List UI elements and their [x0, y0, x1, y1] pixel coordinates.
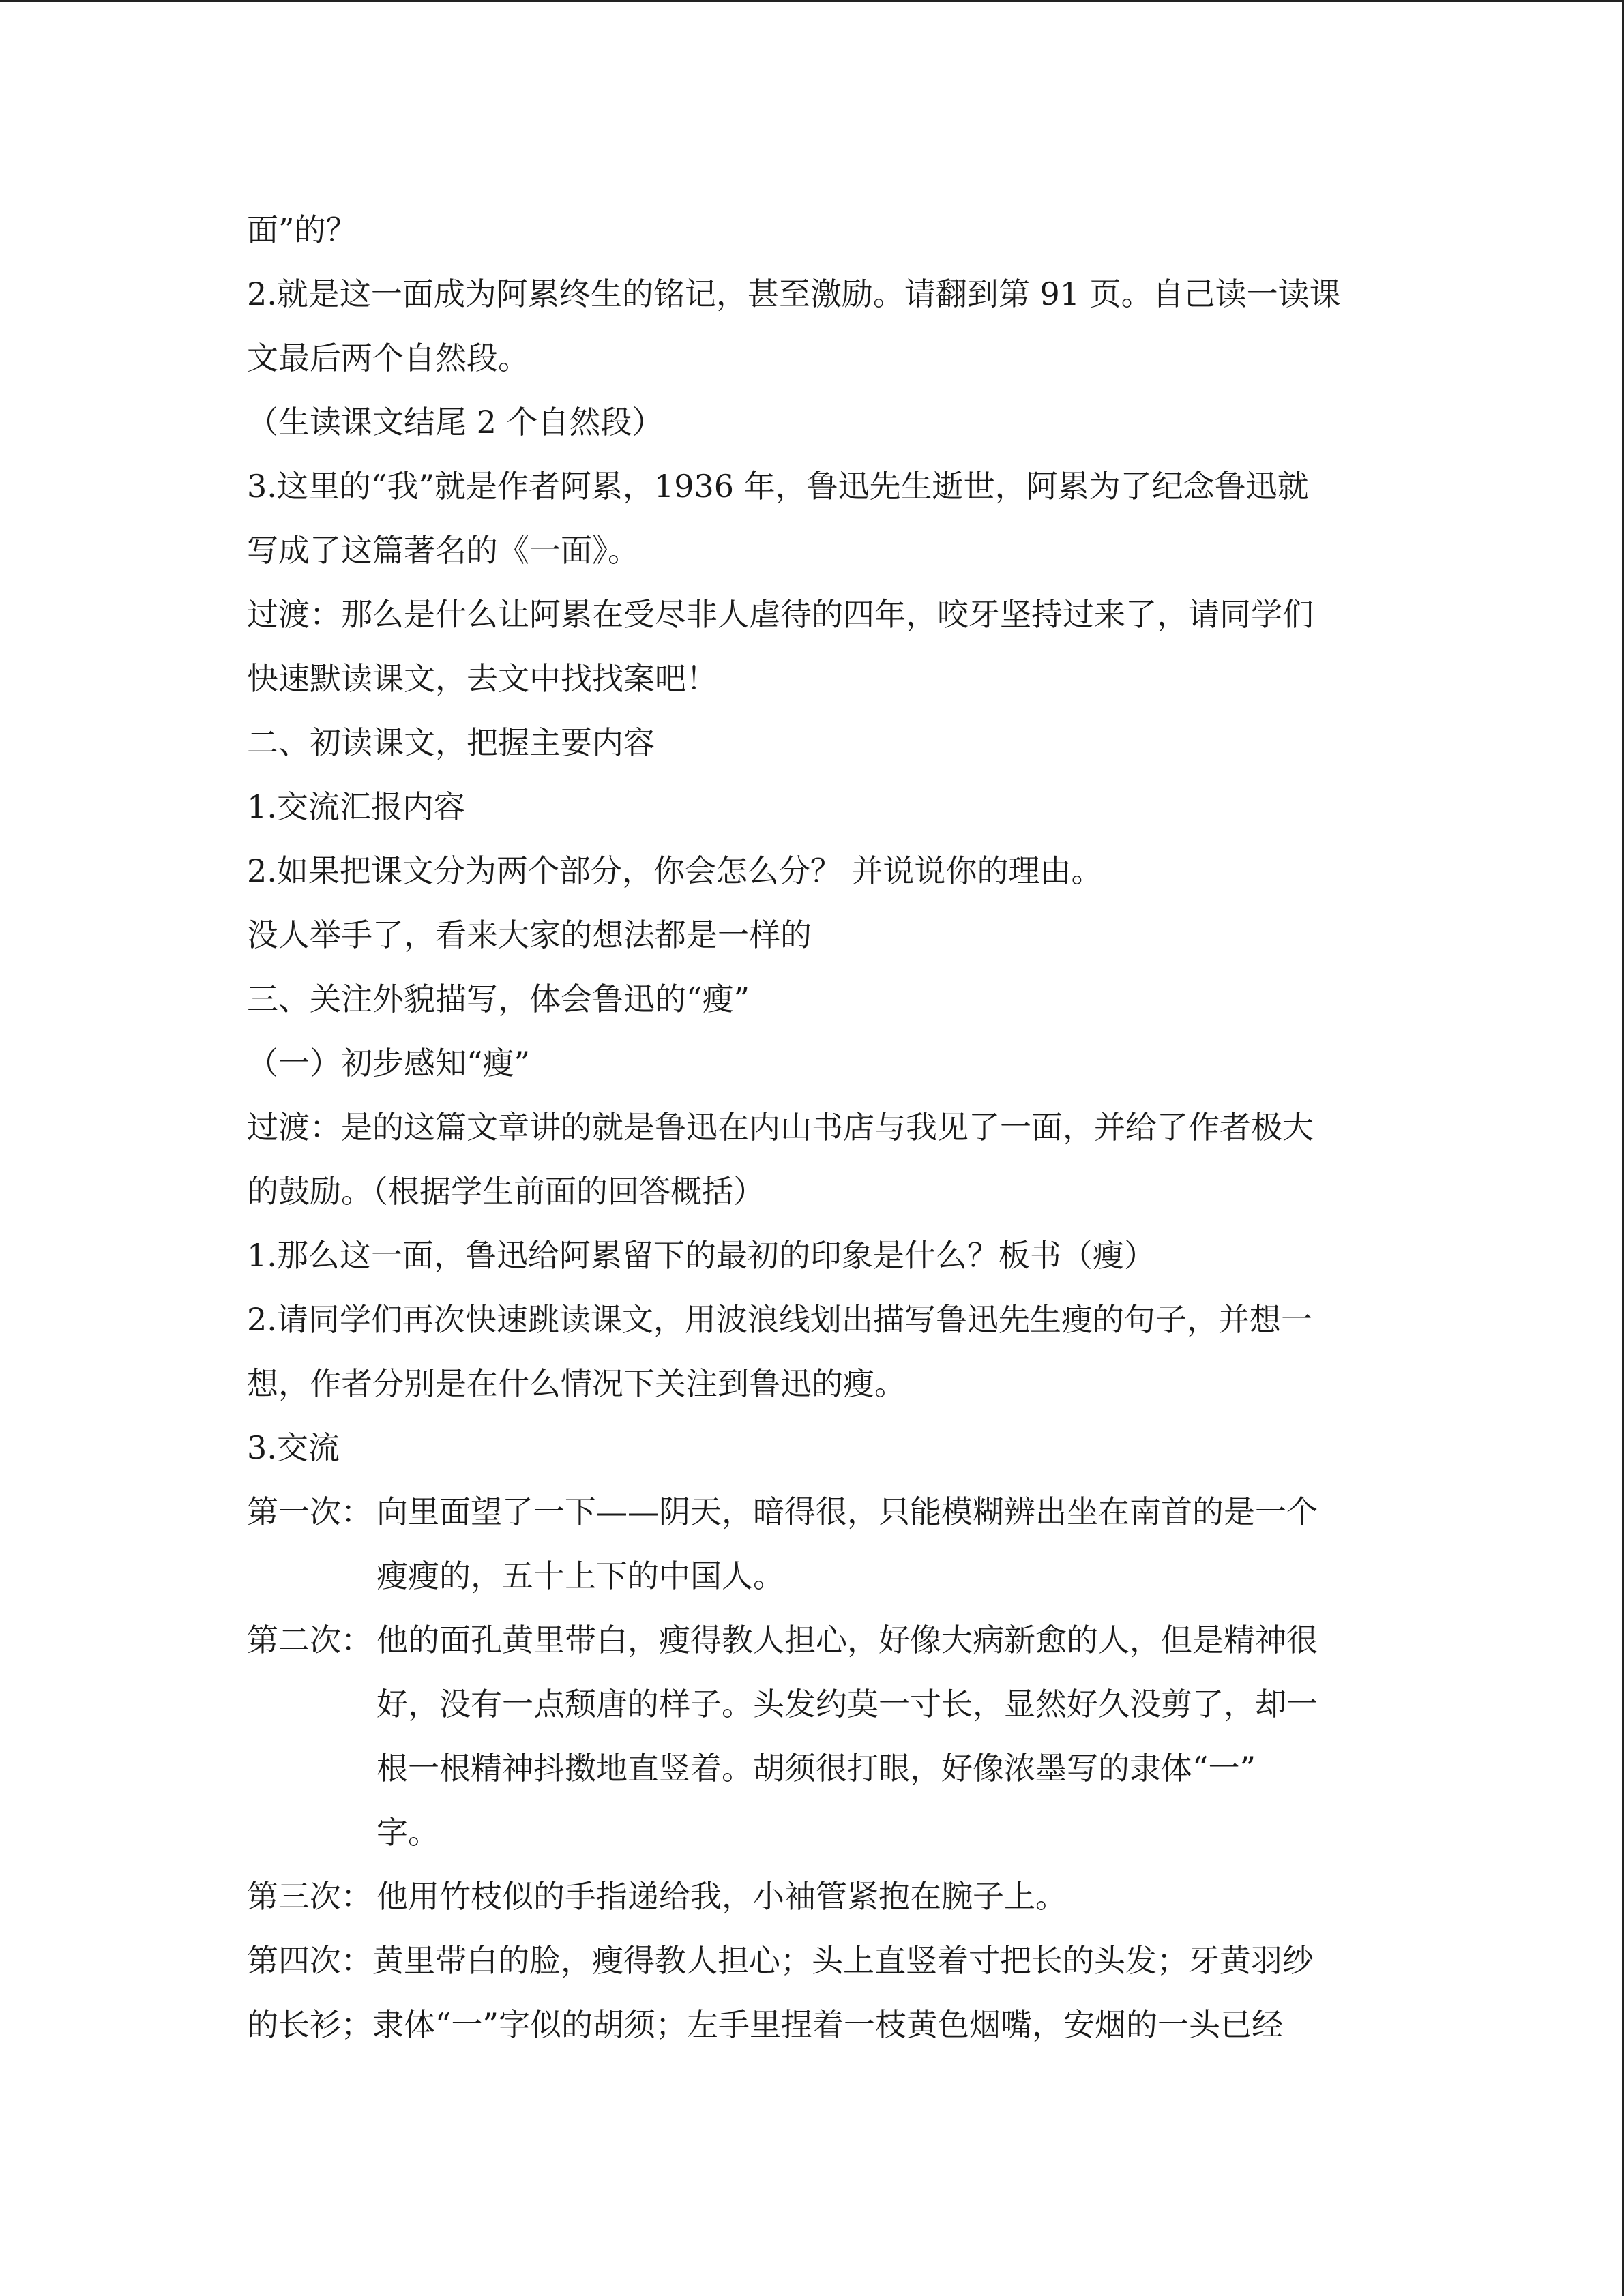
text-line: 写成了这篇著名的《一面》。 [247, 532, 639, 569]
quote-second [247, 1608, 1379, 1864]
text-line: 1.交流汇报内容 [247, 788, 465, 825]
text-line: 1.那么这一面，鲁迅给阿累留下的最初的印象是什么？板书（瘦） [247, 1237, 1155, 1274]
quote-body [377, 1480, 1379, 1608]
text-line: （生读课文结尾 2 个自然段） [247, 404, 664, 441]
text-line: 过渡：那么是什么让阿累在受尽非人虐待的四年，咬牙坚持过来了，请同学们 [247, 596, 1314, 633]
text-line: 面”的？ [247, 211, 357, 248]
text-line: 2.请同学们再次快速跳读课文，用波浪线划出描写鲁迅先生瘦的句子，并想一 [247, 1301, 1312, 1338]
text-line: 快速默读课文，去文中找找案吧！ [247, 660, 718, 697]
quote-line: 向里面望了一下——阴天，暗得很，只能模糊辨出坐在南首的是一个 [377, 1493, 1318, 1530]
quote-line: 他的面孔黄里带白，瘦得教人担心，好像大病新愈的人，但是精神很 [377, 1622, 1318, 1658]
quote-first [247, 1480, 1379, 1608]
quote-label: 第一次： [247, 1493, 372, 1530]
section-heading: 二、初读课文，把握主要内容 [247, 724, 655, 761]
text-line: 过渡：是的这篇文章讲的就是鲁迅在内山书店与我见了一面，并给了作者极大 [247, 1109, 1314, 1146]
quote-third [247, 1864, 1379, 1928]
quote-body [377, 1608, 1379, 1864]
text-line: 3.交流 [247, 1429, 340, 1466]
text-line: 想，作者分别是在什么情况下关注到鲁迅的瘦。 [247, 1365, 906, 1402]
page-border-top [0, 0, 1624, 2]
quote-line: 他用竹枝似的手指递给我，小袖管紧抱在腕子上。 [377, 1878, 1067, 1915]
text-line: 文最后两个自然段。 [247, 340, 529, 376]
text-line: 第四次：黄里带白的脸，瘦得教人担心；头上直竖着寸把长的头发；牙黄羽纱 [247, 1942, 1314, 1979]
quote-label: 第三次： [247, 1878, 372, 1915]
quote-label: 第二次： [247, 1622, 372, 1658]
text-line: 3.这里的“我”就是作者阿累，1936 年，鲁迅先生逝世，阿累为了纪念鲁迅就 [247, 468, 1309, 505]
text-line: 2.如果把课文分为两个部分，你会怎么分？ 并说说你的理由。 [247, 852, 1103, 889]
section-heading: 三、关注外貌描写，体会鲁迅的“瘦” [247, 981, 750, 1017]
quote-line: 瘦瘦的，五十上下的中国人。 [377, 1557, 784, 1594]
document-body [247, 198, 1379, 2057]
quote-line: 字。 [377, 1814, 439, 1851]
text-line: 的鼓励。（根据学生前面的回答概括） [247, 1173, 765, 1210]
subsection-heading: （一）初步感知“瘦” [247, 1045, 531, 1082]
text-line: 的长衫；隶体“一”字似的胡须；左手里捏着一枝黄色烟嘴，安烟的一头已经 [247, 2006, 1284, 2043]
quote-line: 好，没有一点颓唐的样子。头发约莫一寸长，显然好久没剪了，却一 [377, 1686, 1318, 1723]
text-line: 没人举手了，看来大家的想法都是一样的 [247, 916, 812, 953]
quote-line: 根一根精神抖擞地直竖着。胡须很打眼，好像浓墨写的隶体“一” [377, 1750, 1256, 1787]
text-line: 2.就是这一面成为阿累终生的铭记，甚至激励。请翻到第 91 页。自己读一读课 [247, 275, 1341, 312]
quote-body [377, 1864, 1379, 1928]
